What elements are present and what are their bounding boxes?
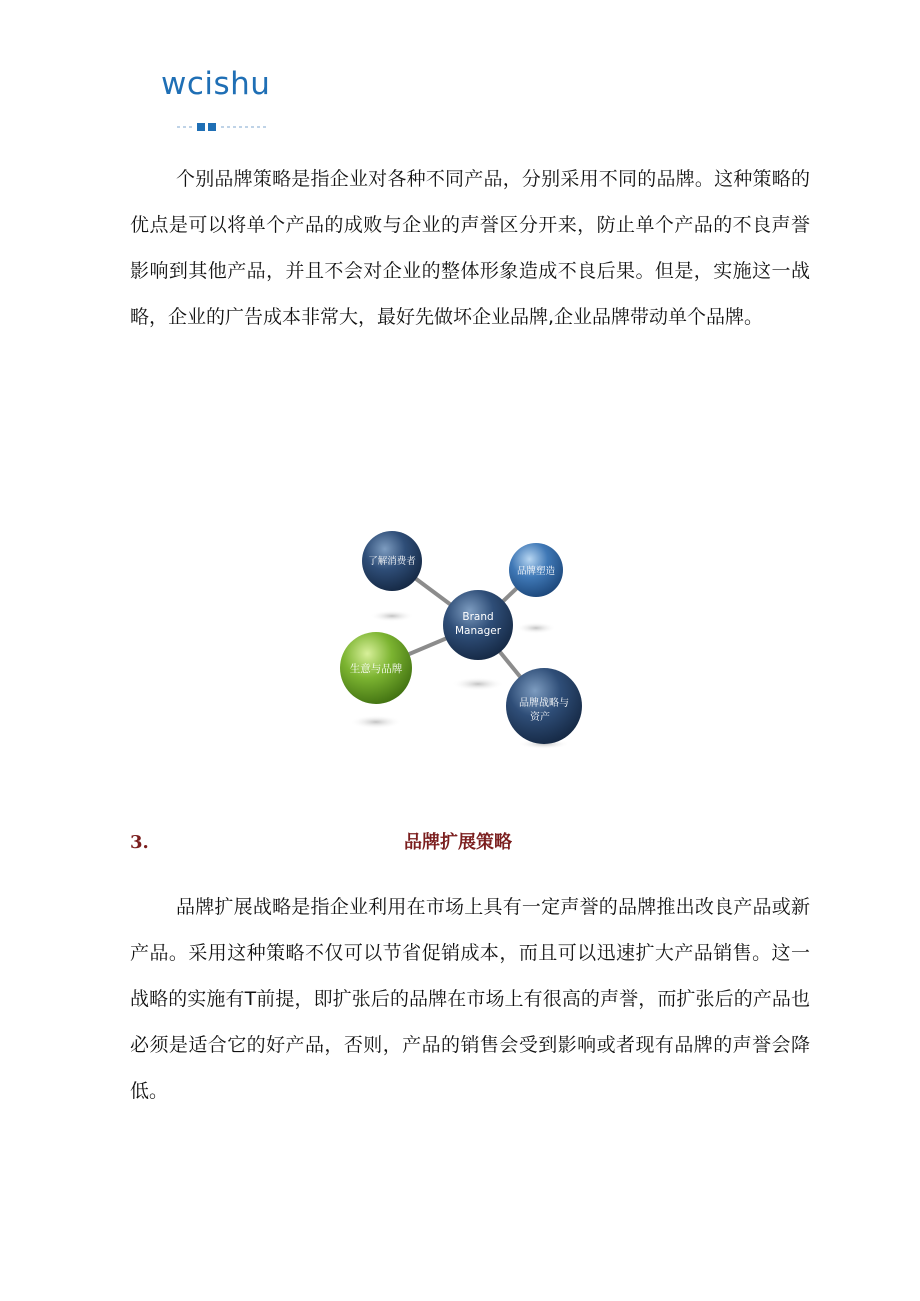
node-shadow: [452, 677, 504, 691]
logo: wcishu: [161, 66, 271, 102]
brand-extension-paragraph: 品牌扩展战略是指企业利用在市场上具有一定声誉的品牌推出改良产品或新产品。采用这种策略不仅可以节省促销成本，而且可以迅速扩大产品销售。这一战略的实施有T前提，即扩张后的品牌在市场上有很高的声誉，而扩张后的产品也必须是适合它的好产品，否则，产品的销售会受到影响或者现有品牌的声誉会降低。: [130, 896, 810, 1102]
node-understand-consumers-label: 了解消费者: [368, 556, 416, 567]
node-brand-manager-label: Brand: [462, 611, 494, 623]
brand-manager-diagram: [328, 516, 606, 750]
node-brand-strategy-assets-label: 品牌战略与: [519, 698, 569, 709]
node-shadow: [370, 610, 414, 622]
node-shadow: [350, 715, 402, 729]
node-shadow: [516, 622, 556, 634]
section-title: 品牌扩展策略: [404, 832, 512, 853]
node-business-and-brand-label: 生意与品牌: [349, 663, 403, 675]
node-brand-manager-label: Manager: [454, 625, 502, 637]
node-brand-building-label: 品牌塑造: [516, 566, 556, 577]
logo-divider: [177, 121, 267, 133]
section-number: 3.: [130, 832, 149, 853]
intro-paragraph: 个别品牌策略是指企业对各种不同产品，分别采用不同的品牌。这种策略的优点是可以将单个产品的成败与企业的声誉区分开来，防止单个产品的不良声誉影响到其他产品，并且不会对企业的整体形象造成不良后果。但是，实施这一战略，企业的广告成本非常大，最好先做坏企业品牌,企业品牌带动单个品牌。: [130, 168, 810, 328]
node-brand-strategy-assets-label: 资产: [530, 712, 550, 723]
